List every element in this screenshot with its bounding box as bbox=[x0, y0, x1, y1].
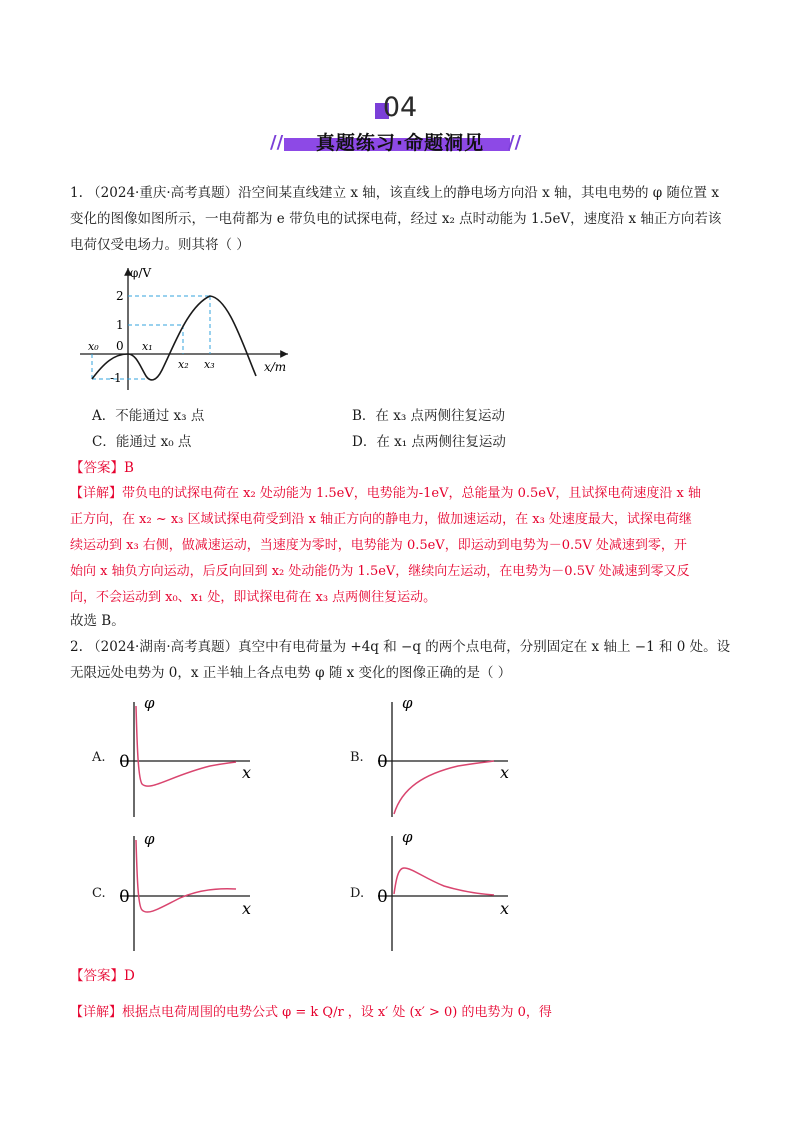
q2-label-b: B. bbox=[350, 750, 364, 765]
q2-c-phi: φ bbox=[144, 830, 155, 848]
q1-potential-graph bbox=[70, 258, 300, 398]
q1-tick-minus1: -1 bbox=[110, 371, 122, 385]
q1-label-x2: x₂ bbox=[178, 358, 189, 371]
q1-answer bbox=[70, 456, 134, 476]
question-2-stem bbox=[70, 634, 735, 686]
q2-graph-c[interactable] bbox=[110, 826, 260, 956]
q1-option-a[interactable]: A．不能通过 x₃ 点 bbox=[92, 408, 205, 424]
q1-line-3: 电荷仅受电场力。则其将（ ） bbox=[70, 237, 250, 253]
q1-line-1: 1. （2024·重庆·高考真题）沿空间某直线建立 x 轴，该直线上的静电场方向沿 x 轴，其电电势的 φ 随位置 x bbox=[70, 185, 719, 201]
q1-detail-line-3: 续运动到 x₃ 右侧，做减速运动，当速度为零时，电势能为 0.5eV，即运动到电势为－0.5V 处减速到零，开 bbox=[70, 538, 687, 553]
q2-d-phi: φ bbox=[402, 828, 413, 846]
section-banner bbox=[270, 128, 530, 158]
q2-b-curve bbox=[394, 761, 494, 814]
q1-tick-2: 2 bbox=[116, 289, 124, 303]
q2-line-1: 2. （2024·湖南·高考真题）真空中有电荷量为 +4q 和 −q 的两个点电荷，分别固定在 x 轴上 −1 和 0 处。设 bbox=[70, 639, 731, 655]
q2-detail bbox=[70, 1000, 735, 1026]
q2-line-2: 无限远处电势为 0，x 正半轴上各点电势 φ 随 x 变化的图像正确的是（ ） bbox=[70, 665, 512, 681]
q2-label-c: C. bbox=[92, 886, 106, 901]
q2-a-phi: φ bbox=[144, 694, 155, 712]
section-number: 04 bbox=[382, 92, 418, 123]
q2-answer-tag: 【答案】 bbox=[70, 968, 124, 984]
q2-graph-a[interactable] bbox=[110, 692, 260, 822]
question-1-stem bbox=[70, 180, 735, 258]
q1-tick-1: 1 bbox=[116, 318, 124, 332]
q2-a-zero: 0 bbox=[119, 752, 130, 772]
q1-answer-value: B bbox=[124, 460, 134, 476]
q2-detail-line-1: 根据点电荷周围的电势公式 φ = k Q/r ，设 x′ 处 (x′ > 0) 的电势为 0，得 bbox=[122, 1005, 552, 1020]
q1-detail-line-1: 带负电的试探电荷在 x₂ 处动能为 1.5eV，电势能为-1eV，总能量为 0.5eV，且试探电荷速度沿 x 轴 bbox=[122, 486, 701, 501]
q2-label-a: A. bbox=[92, 750, 106, 765]
q2-d-x: x bbox=[500, 899, 510, 918]
q2-label-d: D. bbox=[350, 886, 365, 901]
q2-graph-d[interactable] bbox=[368, 826, 518, 956]
q2-c-zero: 0 bbox=[119, 887, 130, 907]
q1-conclusion: 故选 B。 bbox=[70, 613, 125, 629]
banner-title: 真题练习·命题洞见 bbox=[315, 132, 485, 154]
q2-a-x: x bbox=[242, 763, 252, 782]
q1-detail-line-5: 向，不会运动到 x₀、x₁ 处，即试探电荷在 x₃ 点两侧往复运动。 bbox=[70, 590, 437, 605]
q2-b-phi: φ bbox=[402, 694, 413, 712]
banner-slash-right: // bbox=[508, 132, 522, 153]
q1-guide-lines bbox=[92, 296, 210, 379]
q1-y-label: φ/V bbox=[130, 266, 152, 280]
q1-option-d[interactable]: D．在 x₁ 点两侧往复运动 bbox=[352, 434, 506, 450]
q1-label-x0: x₀ bbox=[88, 340, 99, 353]
q1-detail bbox=[70, 481, 735, 611]
q2-a-curve bbox=[136, 706, 236, 786]
q2-b-zero: 0 bbox=[377, 752, 388, 772]
banner-slash-left: // bbox=[270, 132, 284, 153]
q1-line-2: 变化的图像如图所示，一电荷都为 e 带负电的试探电荷，经过 x₂ 点时动能为 1.5eV，速度沿 x 轴正方向若该 bbox=[70, 211, 722, 227]
q1-curve bbox=[92, 296, 256, 380]
q1-tick-0: 0 bbox=[116, 339, 124, 353]
q1-option-c[interactable]: C．能通过 x₀ 点 bbox=[92, 434, 192, 450]
q2-answer-value: D bbox=[124, 968, 135, 984]
q1-detail-line-4: 始向 x 轴负方向运动，后反向回到 x₂ 处动能仍为 1.5eV，继续向左运动，在电势为－0.5V 处减速到零又反 bbox=[70, 564, 690, 579]
q2-c-x: x bbox=[242, 899, 252, 918]
q2-detail-tag: 【详解】 bbox=[70, 1005, 123, 1020]
q1-label-x3: x₃ bbox=[204, 358, 215, 371]
q2-graph-b[interactable] bbox=[368, 692, 518, 822]
q1-detail-line-2: 正方向，在 x₂ ~ x₃ 区域试探电荷受到沿 x 轴正方向的静电力，做加速运动，在 x₃ 处速度最大，试探电荷继 bbox=[70, 512, 692, 527]
q2-answer bbox=[70, 964, 135, 984]
q1-x-label: x/m bbox=[264, 360, 287, 374]
q1-label-x1: x₁ bbox=[142, 340, 153, 353]
q2-c-curve bbox=[136, 840, 236, 912]
q1-detail-tag: 【详解】 bbox=[70, 486, 123, 501]
q2-d-curve bbox=[394, 868, 494, 895]
q1-option-b[interactable]: B．在 x₃ 点两侧往复运动 bbox=[352, 408, 506, 424]
q1-answer-tag: 【答案】 bbox=[70, 460, 124, 476]
q2-d-zero: 0 bbox=[377, 887, 388, 907]
q2-b-x: x bbox=[500, 763, 510, 782]
